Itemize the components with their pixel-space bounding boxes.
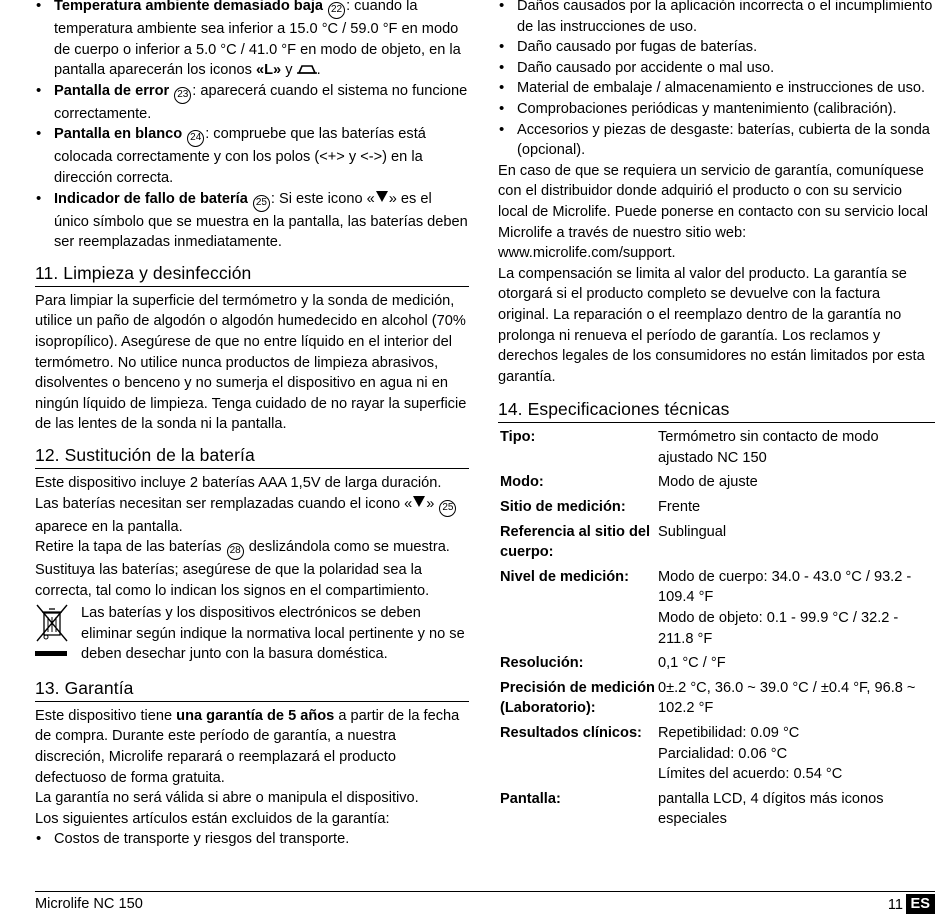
list-item [35, 0, 469, 81]
spec-value-line: Termómetro sin contacto de modo ajustado NC 150 [658, 429, 879, 466]
spec-label: Precisión de medición (Laboratorio): [500, 679, 655, 717]
item-lead: Pantalla en blanco [54, 126, 183, 143]
disposal-note [35, 603, 469, 668]
spec-value [658, 789, 935, 834]
exclusion-list [498, 0, 935, 161]
spec-row [498, 653, 935, 678]
list-item: • Daño causado por accidente o mal uso. [498, 58, 935, 79]
spec-value-line: 0±.2 °C, 36.0 ~ 39.0 °C / ±0.4 °F, 96.8 ~ 102.2 °F [658, 679, 916, 717]
service-paragraph: En caso de que se requiera un servicio de garantía, comuníquese con el distribuidor donde adquirió el producto o con su servicio local de Microlife. Puede ponerse en contacto con su servicio local Microlife a través de nuestro sitio web: [498, 162, 928, 241]
low-temp-icon-text: «L» [256, 62, 282, 79]
spec-value [658, 723, 935, 789]
item-text: . [316, 62, 321, 79]
callout-number: 25 [439, 500, 456, 517]
callout-number: 28 [227, 543, 244, 560]
spec-table [498, 427, 935, 834]
spec-label: Tipo: [500, 429, 536, 446]
spec-value-line: Modo de objeto: 0.1 - 99.9 °C / 32.2 - 211.8 °F [658, 610, 899, 647]
page-footer [35, 891, 935, 914]
spec-row [498, 567, 935, 653]
right-column [498, 0, 935, 834]
text: deslizándola como se muestra. Sustituya las baterías; asegúrese de que la polaridad sea la correcta, tal como lo indican los signos en el compartimiento. [35, 539, 450, 599]
list-item: • Daños causados por la aplicación incorrecta o el incumplimiento de las instrucciones de uso. [498, 0, 935, 37]
list-item [35, 81, 469, 125]
product-name: Microlife NC 150 [35, 896, 143, 912]
spec-value [658, 678, 935, 723]
warranty-paragraph: Los siguientes artículos están excluidos de la garantía: [35, 810, 390, 827]
list-item [35, 189, 469, 253]
spec-label: Resultados clínicos: [500, 725, 642, 741]
spec-value [658, 567, 935, 653]
list-item: • Daño causado por fugas de baterías. [498, 37, 935, 58]
spec-label: Referencia al sitio del cuerpo: [500, 523, 651, 561]
callout-number: 23 [174, 87, 191, 104]
spec-value-line: Repetibilidad: 0.09 °C [658, 725, 800, 741]
spec-label: Sitio de medición: [500, 499, 626, 516]
spec-row [498, 789, 935, 834]
spec-value-line: Modo de ajuste [658, 474, 758, 491]
page-number: 11 [887, 897, 903, 913]
disposal-text: Las baterías y los dispositivos electrónicos se deben eliminar según indique la normativa local pertinente y no se deben desechar junto con la basura doméstica. [81, 605, 465, 663]
section-title-warranty: 13. Garantía [35, 677, 469, 702]
spec-row [498, 723, 935, 789]
text: Retire la tapa de las baterías [35, 539, 226, 556]
spec-value-line: Límites del acuerdo: 0.54 °C [658, 766, 843, 783]
spec-row [498, 497, 935, 522]
list-item: • Costos de transporte y riesgos del transporte. [35, 829, 469, 850]
spec-value [658, 497, 935, 522]
exclusion-list [35, 829, 469, 850]
spec-value [658, 427, 935, 472]
spec-row [498, 522, 935, 567]
item-text: y [281, 62, 297, 79]
cleaning-text: Para limpiar la superficie del termómetro y la sonda de medición, utilice un paño de algodón o algodón humedecido en alcohol (70% isopropílico). Asegúrese de que no entre líquido en el interior del termómetro. No utilice nunca productos de limpieza abrasivos, disolventes o benceno y no sumerja el dispositivo en agua ni en ningún líquido de limpieza. Tenga cuidado de no rayar la superficie de las lentes de la sonda ni la pantalla. [35, 292, 467, 433]
compensation-paragraph: La compensación se limita al valor del producto. La garantía se otorgará si el producto completo se devuelve con la factura original. La reparación o el reemplazo dentro de la garantía no prolonga ni renueva el período de garantía. Los reclamos y derechos legales de los consumidores no están limitados por esta garantía. [498, 265, 925, 385]
support-url: www.microlife.com/support. [498, 245, 676, 262]
spec-value [658, 653, 935, 678]
callout-number: 25 [253, 195, 270, 212]
item-text: : aparecerá cuando el sistema no funcione correctamente. [54, 82, 468, 122]
left-column [35, 0, 469, 850]
warranty-paragraph [35, 706, 469, 788]
item-text: » es el único símbolo que se muestra en la pantalla, las baterías deben ser reemplazadas inmediatamente. [54, 190, 468, 251]
item-lead: Pantalla de error [54, 82, 170, 99]
battery-low-icon [413, 496, 425, 507]
body-mode-icon [297, 63, 317, 75]
language-badge: ES [906, 894, 935, 914]
item-text: : Si este icono « [270, 190, 375, 207]
callout-number: 22 [328, 2, 345, 19]
section-title-cleaning: 11. Limpieza y desinfección [35, 262, 469, 287]
text: Este dispositivo tiene [35, 707, 177, 724]
spec-label: Modo: [500, 474, 544, 491]
spec-label: Pantalla: [500, 790, 561, 807]
item-lead: Temperatura ambiente demasiado baja [54, 0, 323, 14]
spec-value [658, 522, 935, 567]
list-item: • Material de embalaje / almacenamiento e instrucciones de uso. [498, 78, 935, 99]
spec-value [658, 472, 935, 497]
list-item: • Comprobaciones periódicas y mantenimiento (calibración). [498, 99, 935, 120]
list-item: • Accesorios y piezas de desgaste: baterías, cubierta de la sonda (opcional). [498, 120, 935, 161]
spec-value-line: pantalla LCD, 4 dígitos más iconos especiales [658, 790, 884, 828]
text: a partir de la fecha de compra. Durante este período de garantía, a nuestra discreción, Microlife reparará o reemplazará el producto defectuoso de forma gratuita. [35, 707, 460, 786]
item-text: : compruebe que las baterías está colocada correctamente y con los polos (<+> y <->) en la dirección correcta. [54, 126, 426, 186]
spec-row [498, 427, 935, 472]
spec-value-line: Frente [658, 499, 701, 516]
battery-paragraph [35, 537, 469, 601]
item-text: : cuando la temperatura ambiente sea inferior a 15.0 °C / 59.0 °F en modo de cuerpo o inferior a 5.0 °C / 41.0 °F en modo de objeto, en la pantalla aparecerán los iconos [54, 0, 461, 79]
crossed-bin-icon [35, 603, 79, 668]
warranty-emphasis: una garantía de 5 años [176, 707, 335, 724]
spec-value-line: Sublingual [658, 523, 727, 540]
callout-number: 24 [187, 130, 204, 147]
spec-label: Nivel de medición: [500, 568, 629, 585]
text: » [426, 495, 439, 512]
warranty-paragraph: La garantía no será válida si abre o manipula el dispositivo. [35, 790, 419, 807]
spec-value-line: Modo de cuerpo: 34.0 - 43.0 °C / 93.2 - 109.4 °F [658, 568, 912, 606]
spec-label: Resolución: [500, 655, 584, 672]
battery-paragraph [35, 473, 469, 537]
list-item [35, 124, 469, 188]
item-lead: Indicador de fallo de batería [54, 190, 248, 207]
spec-row [498, 678, 935, 723]
spec-value-line: 0,1 °C / °F [658, 655, 726, 672]
error-list [35, 0, 469, 253]
spec-value-line: Parcialidad: 0.06 °C [658, 745, 788, 762]
spec-row [498, 472, 935, 497]
section-title-battery: 12. Sustitución de la batería [35, 444, 469, 469]
text: aparece en la pantalla. [35, 518, 183, 535]
section-title-specs: 14. Especificaciones técnicas [498, 398, 935, 423]
text: Este dispositivo incluye 2 baterías AAA 1,5V de larga duración. Las baterías necesitan ser remplazadas cuando el icono « [35, 474, 442, 512]
battery-low-icon [376, 191, 388, 202]
